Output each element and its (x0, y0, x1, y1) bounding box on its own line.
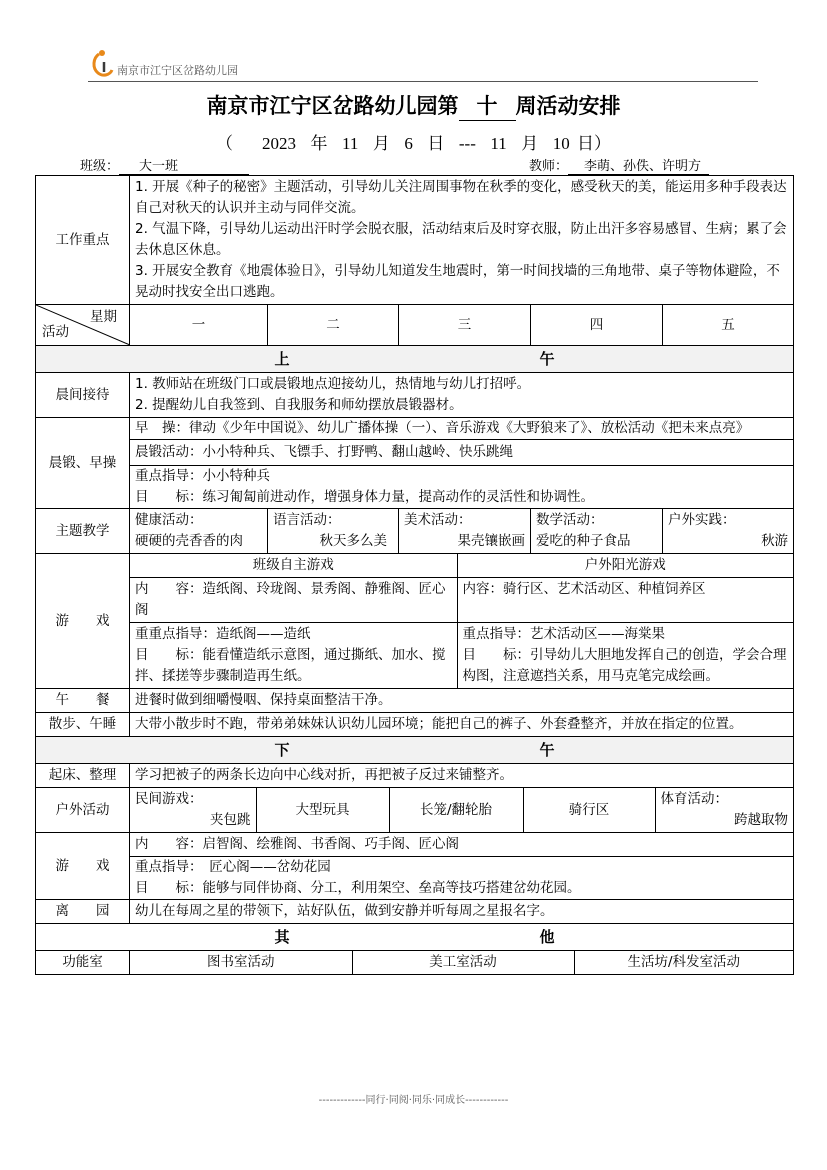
outdoor-sports-title: 体育活动： (660, 791, 728, 807)
lunch-label: 午 餐 (36, 689, 130, 713)
game-pm-areas: 内 容：启智阁、绘雅阁、书香阁、巧手阁、匠心阁 (135, 836, 459, 852)
lunch-text: 进餐时做到细嚼慢咽、保持桌面整洁干净。 (130, 689, 794, 713)
reception-item: 1. 教师站在班级门口或晨锻地点迎接幼儿，热情地与幼儿打招呼。 (135, 376, 531, 392)
theme-cell-outdoor (663, 509, 794, 554)
work-focus-label: 工作重点 (36, 176, 130, 305)
leave-text: 幼儿在每周之星的带领下，站好队伍，做到安静并听每周之星报名字。 (130, 900, 794, 924)
page-header (90, 44, 756, 84)
work-focus-item: 1. 开展《种子的秘密》主题活动，引导幼儿关注周围事物在秋季的变化，感受秋天的美，能运用多种手段表达自己对秋天的认识并主动与同伴交流。 (135, 179, 787, 216)
afternoon-left: 下 (274, 740, 290, 759)
outdoor-row (36, 788, 794, 833)
work-focus-item: 3. 开展安全教育《地震体验日》，引导幼儿知道发生地震时，第一时间找墙的三角地带、桌子等物体避险，不晃动时找安全出口逃跑。 (135, 263, 780, 300)
school-logo-icon (90, 48, 114, 78)
teacher-value: 李萌、孙佚、许明方 (568, 155, 709, 175)
game-am-right-focus: 重点指导：艺术活动区——海棠果 (462, 626, 665, 642)
header-school-name: 南京市江宁区岔路幼儿园 (117, 64, 238, 77)
weekday-label: 星期 (90, 309, 117, 325)
game-am-right-content: 内容：骑行区、艺术活动区、种植饲养区 (457, 578, 793, 623)
afternoon-right: 午 (539, 740, 555, 759)
game-am-left-head: 班级自主游戏 (130, 554, 457, 578)
header-divider (88, 81, 758, 82)
teacher-line (529, 155, 709, 175)
theme-title: 健康活动： (135, 512, 203, 528)
theme-cell-math (531, 509, 663, 554)
theme-value: 硬硬的壳香香的肉 (135, 533, 243, 549)
theme-value: 果壳镶嵌画 (457, 533, 525, 549)
game-am-content (130, 554, 794, 689)
theme-title: 数学活动： (536, 512, 604, 528)
game-am-right-goal: 目 标：引导幼儿大胆地发挥自己的创造，学会合理构图，注意遮挡关系，用马克笔完成绘画。 (462, 647, 787, 684)
outdoor-large-toys: 大型玩具 (256, 788, 389, 832)
afternoon-section-header (36, 737, 794, 764)
game-am-left-content: 内 容：造纸阁、玲珑阁、景秀阁、静雅阁、匠心阁 (130, 578, 457, 623)
game-pm-goal: 目 标：能够与同伴协商、分工，利用架空、垒高等技巧搭建岔幼花园。 (135, 880, 581, 896)
game-am-label: 游 戏 (36, 554, 130, 689)
theme-cell-art (399, 509, 531, 554)
class-line (80, 155, 249, 175)
morning-section-header (36, 346, 794, 373)
exercise-focus-block (130, 465, 793, 508)
reception-label: 晨间接待 (36, 373, 130, 418)
wakeup-label: 起床、整理 (36, 764, 130, 788)
function-room-library: 图书室活动 (130, 951, 352, 974)
weekday-thu: 四 (531, 305, 663, 346)
exercise-label: 晨锻、早操 (36, 418, 130, 509)
outdoor-cage-tire: 长笼/翻轮胎 (389, 788, 523, 832)
theme-title: 语言活动： (273, 512, 341, 528)
other-section-header (36, 924, 794, 951)
outdoor-folk-value: 夹包跳 (210, 812, 251, 828)
page-title (0, 90, 827, 121)
theme-title: 户外实践： (668, 512, 736, 528)
schedule-table (35, 175, 794, 975)
walk-nap-text: 大带小散步时不跑，带弟弟妹妹认识幼儿园环境；能把自己的裤子、外套叠整齐，并放在指定的位置。 (130, 713, 794, 737)
game-pm-focus-block (130, 856, 793, 899)
weekday-fri: 五 (663, 305, 794, 346)
reception-item: 2. 提醒幼儿自我签到、自我服务和师幼摆放晨锻器材。 (135, 397, 463, 413)
game-am-right-focus-block (457, 623, 793, 689)
morning-section-row (36, 346, 794, 373)
exercise-content (130, 418, 794, 509)
game-pm-focus: 重点指导： 匠心阁——岔幼花园 (135, 859, 331, 875)
exercise-goal: 目 标：练习匍匐前进动作，增强身体力量，提高动作的灵活性和协调性。 (135, 489, 594, 505)
theme-value: 秋天多么美 (319, 533, 387, 549)
class-label: 班级： (80, 159, 120, 174)
leave-label: 离 园 (36, 900, 130, 924)
game-pm-content (130, 833, 794, 900)
outdoor-folk-title: 民间游戏： (135, 791, 203, 807)
date-range: （ 2023 年 11 月 6 日 --- 11 月 10 日） (216, 134, 611, 153)
walk-nap-label: 散步、午睡 (36, 713, 130, 737)
function-room-life-science: 生活坊/科发室活动 (574, 951, 793, 974)
afternoon-section-row (36, 737, 794, 764)
exercise-focus: 重点指导：小小特种兵 (135, 468, 270, 484)
game-am-row (36, 554, 794, 689)
class-value: 大一班 (119, 155, 249, 175)
exercise-morning-activities: 晨锻活动：小小特种兵、飞镖手、打野鸭、翻山越岭、快乐跳绳 (130, 439, 793, 465)
outdoor-sports-value: 跨越取物 (734, 812, 789, 828)
wakeup-text: 学习把被子的两条长边向中心线对折，再把被子反过来铺整齐。 (130, 764, 794, 788)
game-pm-row (36, 833, 794, 900)
work-focus-row (36, 176, 794, 305)
outdoor-inner-table (130, 788, 793, 832)
weekday-corner-cell (36, 305, 130, 346)
theme-cell-language (268, 509, 399, 554)
title-suffix: 周活动安排 (515, 93, 621, 118)
function-room-art-studio: 美工室活动 (352, 951, 574, 974)
theme-value: 爱吃的种子食品 (536, 533, 631, 549)
lunch-row (36, 689, 794, 713)
work-focus-item: 2. 气温下降，引导幼儿运动出汗时学会脱衣服，活动结束后及时穿衣服，防止出汗多容易感冒、生病；累了会去休息区休息。 (135, 221, 787, 258)
game-am-left-goal: 目 标：能看懂造纸示意图，通过撕纸、加水、搅拌、揉搓等步骤制造再生纸。 (135, 647, 446, 684)
weekday-tue: 二 (268, 305, 399, 346)
theme-row (36, 509, 794, 554)
leave-row (36, 900, 794, 924)
work-focus-content (130, 176, 794, 305)
theme-title: 美术活动： (404, 512, 472, 528)
other-right: 他 (539, 927, 555, 946)
other-left: 其 (274, 927, 290, 946)
other-section-row (36, 924, 794, 951)
game-am-right-head: 户外阳光游戏 (457, 554, 793, 578)
function-room-label: 功能室 (36, 951, 130, 975)
function-room-inner-table (130, 951, 793, 974)
walk-nap-row (36, 713, 794, 737)
theme-cell-health (130, 509, 268, 554)
outdoor-label: 户外活动 (36, 788, 130, 833)
theme-value: 秋游 (761, 533, 789, 549)
activity-label: 活动 (42, 324, 69, 340)
title-week: 十 (459, 90, 516, 121)
function-room-content (130, 951, 794, 975)
game-am-left-focus-block (130, 623, 457, 689)
outdoor-folk-game (130, 788, 256, 832)
reception-content (130, 373, 794, 418)
weekday-wed: 三 (399, 305, 531, 346)
outdoor-sports (655, 788, 793, 832)
reception-row (36, 373, 794, 418)
teacher-label: 教师： (529, 159, 569, 174)
page-footer: -------------同行·同阅·同乐·同成长------------ (318, 1095, 509, 1106)
wakeup-row (36, 764, 794, 788)
title-prefix: 南京市江宁区岔路幼儿园第 (206, 93, 459, 118)
game-am-left-focus: 重重点指导：造纸阁——造纸 (135, 626, 311, 642)
weekday-mon: 一 (130, 305, 268, 346)
exercise-morning-drill: 早 操：律动《少年中国说》、幼儿广播体操（一）、音乐游戏《大野狼来了》、放松活动《把未来点亮》 (135, 420, 750, 436)
morning-left: 上 (274, 349, 290, 368)
function-room-row (36, 951, 794, 975)
outdoor-riding-area: 骑行区 (523, 788, 655, 832)
exercise-row (36, 418, 794, 509)
outdoor-content (130, 788, 794, 833)
theme-label: 主题教学 (36, 509, 130, 554)
weekday-header-row (36, 305, 794, 346)
game-am-inner-table (130, 554, 793, 688)
game-pm-label: 游 戏 (36, 833, 130, 900)
morning-right: 午 (539, 349, 555, 368)
